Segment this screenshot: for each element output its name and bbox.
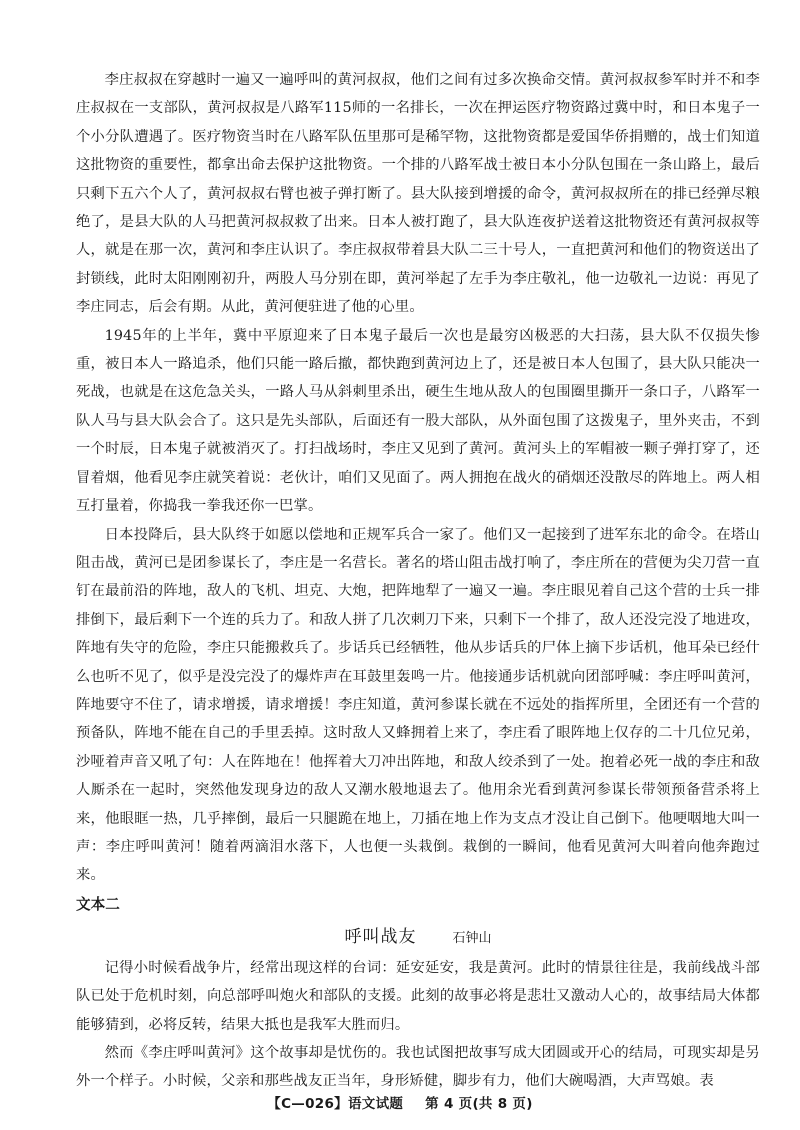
text-two-author: 石钟山 [452, 930, 492, 946]
text-two-heading [76, 920, 760, 954]
text-one-paragraph-1: 李庄叔叔在穿越时一遍又一遍呼叫的黄河叔叔，他们之间有过多次换命交情。黄河叔叔参军时并不和李庄叔叔在一支部队，黄河叔叔是八路军115师的一名排长，一次在押运医疗物资路过冀中时，和日本鬼子一个小分队遭遇了。医疗物资当时在八路军队伍里那可是稀罕物，这批物资都是爱国华侨捐赠的，战士们知道这批物资的重要性，都拿出命去保护这批物资。一个排的八路军战士被日本小分队包围在一条山路上，最后只剩下五六个人了，黄河叔叔右臂也被子弹打断了。县大队接到增援的命令，黄河叔叔所在的排已经弹尽粮绝了，是县大队的人马把黄河叔叔救了出来。日本人被打跑了，县大队连夜护送着这批物资还有黄河叔叔等人，就是在那一次，黄河和李庄认识了。李庄叔叔带着县大队二三十号人，一直把黄河和他们的物资送出了封锁线，此时太阳刚刚初升，两股人马分别在即，黄河举起了左手为李庄敬礼，他一边敬礼一边说：再见了李庄同志，后会有期。从此，黄河便驻进了他的心里。 [76, 72, 760, 316]
text-two-paragraph-2: 然而《李庄呼叫黄河》这个故事却是忧伤的。我也试图把故事写成大团圆或开心的结局，可现实却是另外一个样子。小时候，父亲和那些战友正当年，身形矫健，脚步有力，他们大碗喝酒，大声骂娘。表 [76, 1045, 760, 1090]
text-two-title: 呼叫战友 [344, 926, 417, 947]
text-two-label: 文本二 [76, 895, 120, 913]
text-one-paragraph-2: 1945年的上半年，冀中平原迎来了日本鬼子最后一次也是最穷凶极恶的大扫荡，县大队不仅损失惨重，被日本人一路追杀，他们只能一路后撤，都快跑到黄河边上了，还是被日本人包围了，县大队只能决一死战，也就是在这危急关头，一路人马从斜刺里杀出，硬生生地从敌人的包围圈里撕开一条口子，八路军一队人马与县大队会合了。这只是先头部队，后面还有一股大部队，从外面包围了这拨鬼子，里外夹击，不到一个时辰，日本鬼子就被消灭了。打扫战场时，李庄又见到了黄河。黄河头上的军帽被一颗子弹打穿了，还冒着烟，他看见李庄就笑着说：老伙计，咱们又见面了。两人拥抱在战火的硝烟还没散尽的阵地上。两人相互打量着，你捣我一拳我还你一巴掌。 [76, 327, 760, 515]
page-number: 第 4 页(共 8 页) [425, 1096, 533, 1112]
text-one-paragraph-3: 日本投降后，县大队终于如愿以偿地和正规军兵合一家了。他们又一起接到了进军东北的命令。在塔山阻击战，黄河已是团参谋长了，李庄是一名营长。著名的塔山阻击战打响了，李庄所在的营便为尖刀营一直钉在最前沿的阵地，敌人的飞机、坦克、大炮，把阵地犁了一遍又一遍。李庄眼见着自己这个营的士兵一排排倒下，最后剩下一个连的兵力了。和敌人拼了几次刺刀下来，只剩下一个排了，敌人还没完没了地进攻，阵地有失守的危险，李庄只能搬救兵了。步话兵已经牺牲，他从步话兵的尸体上摘下步话机，他耳朵已经什么也听不见了，似乎是没完没了的爆炸声在耳鼓里轰鸣一片。他接通步话机就向团部呼喊：李庄呼叫黄河，阵地要守不住了，请求增援，请求增援！李庄知道，黄河参谋长就在不远处的指挥所里，全团还有一个营的预备队，阵地不能在自己的手里丢掉。这时敌人又蜂拥着上来了，李庄看了眼阵地上仅存的二十几位兄弟，沙哑着声音又吼了句：人在阵地在！他挥着大刀冲出阵地，和敌人绞杀到了一处。抱着必死一战的李庄和敌人厮杀在一起时，突然他发现身边的敌人又潮水般地退去了。他用余光看到黄河参谋长带领预备营杀将上来，他眼眶一热，几乎摔倒，最后一只腿跪在地上，刀插在地上作为支点才没让自己倒下。他哽咽地大叫一声：李庄呼叫黄河！随着两滴泪水落下，人也便一头栽倒。栽倒的一瞬间，他看见黄河大叫着向他奔跑过来。 [76, 526, 760, 884]
page-content [76, 66, 760, 1096]
page-footer [0, 1092, 800, 1112]
exam-code: 【C—026】语文试题 [267, 1096, 404, 1112]
text-two-paragraph-1: 记得小时候看战争片，经常出现这样的台词：延安延安，我是黄河。此时的情景往往是，我前线战斗部队已处于危机时刻，向总部呼叫炮火和部队的支援。此刻的故事必将是悲壮又激动人心的，故事结局大体都能够猜到，必将反转，结果大抵也是我军大胜而归。 [76, 959, 760, 1033]
